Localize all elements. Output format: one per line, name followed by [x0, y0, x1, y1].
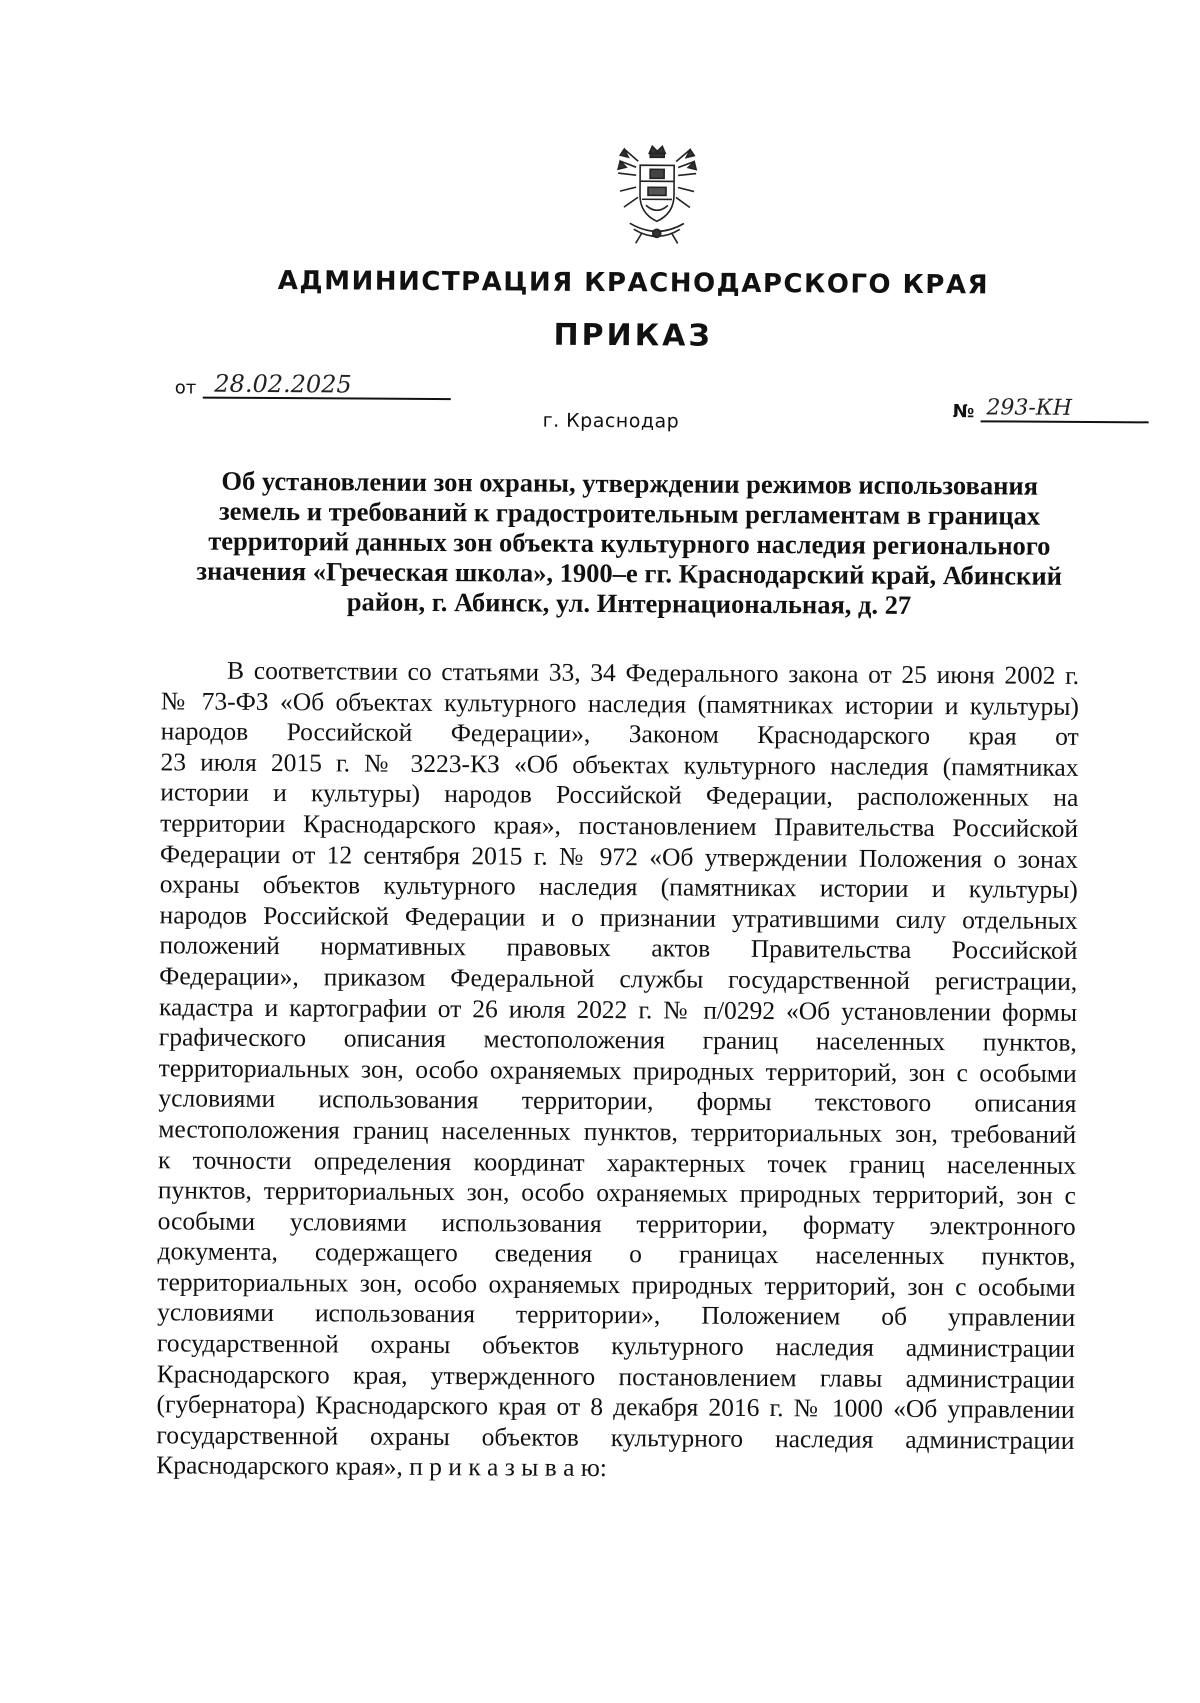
body-line: условиями использования территории, формы текстового описания — [158, 1083, 1077, 1119]
city-label: г. Краснодар — [542, 409, 680, 433]
organization-name: АДМИНИСТРАЦИЯ КРАСНОДАРСКОГО КРАЯ — [277, 266, 990, 301]
body-line: Федерации», приказом Федеральной службы государственной регистрации, — [159, 961, 1078, 996]
body-line: графического описания местоположения границ населенных пунктов, — [158, 1022, 1077, 1058]
body-line: Краснодарского края, утвержденного постановлением главы администрации — [156, 1358, 1075, 1394]
date-field — [175, 370, 451, 400]
title-line: территорий данных зон объекта культурного наследия регионального — [208, 525, 1051, 561]
title-line: Об установлении зон охраны, утверждении режимов использования — [221, 465, 1039, 501]
body-line: Краснодарского края», п р и к а з ы в а ю: — [156, 1450, 608, 1483]
body-line: территориальных зон, особо охраняемых природных территорий, зон с особыми — [158, 1053, 1077, 1088]
coat-of-arms-icon — [616, 143, 699, 247]
body-line: территории Краснодарского края», постановлением Правительства Российской — [160, 808, 1079, 843]
body-line: (губернатора) Краснодарского края от 8 декабря 2016 г. № 1000 «Об управлении — [156, 1389, 1075, 1425]
document-title — [176, 465, 1082, 621]
document-type: ПРИКАЗ — [553, 317, 713, 354]
body-line: государственной охраны объектов культурного наследия администрации — [156, 1328, 1076, 1363]
body-line: пунктов, территориальных зон, особо охраняемых природных территорий, зон с — [157, 1175, 1076, 1211]
body-line: положений нормативных правовых актов Правительства Российской — [159, 930, 1078, 966]
number-prefix: № — [952, 401, 975, 423]
body-line: государственной охраны объектов культурного наследия администрации — [156, 1420, 1075, 1455]
title-line: значения «Греческая школа», 1900–е гг. Краснодарский край, Абинский — [196, 555, 1063, 591]
body-line: № 73-ФЗ «Об объектах культурного наследия (памятниках истории и культуры) — [160, 685, 1079, 721]
preamble-paragraph — [156, 655, 1079, 1487]
body-line: истории и культуры) народов Российской Федерации, расположенных на — [160, 777, 1079, 813]
body-line: территориальных зон, особо охраняемых природных территорий, зон с особыми — [157, 1267, 1076, 1302]
body-line: Федерации от 12 сентября 2015 г. № 972 «Об утверждении Положения о зонах — [159, 838, 1079, 874]
body-line: В соответствии со статьями 33, 34 Федерального закона от 25 июня 2002 г. — [227, 655, 1080, 690]
title-line: район, г. Абинск, ул. Интернациональная, д. 27 — [346, 586, 912, 620]
body-line: охраны объектов культурного наследия (памятниках истории и культуры) — [159, 869, 1078, 905]
body-line: кадастра и картографии от 26 июля 2022 г. № п/0292 «Об установлении формы — [158, 991, 1078, 1027]
body-line: народов Российской Федерации», Законом Краснодарского края от — [160, 716, 1079, 752]
date-prefix: от — [174, 377, 197, 399]
body-line: местоположения границ населенных пунктов, территориальных зон, требований — [158, 1114, 1077, 1149]
body-line: народов Российской Федерации и о признании утратившими силу отдельных — [159, 900, 1078, 935]
body-line: к точности определения координат характерных точек границ населенных — [158, 1144, 1077, 1180]
title-line: земель и требований к градостроительным регламентам в границах — [218, 495, 1041, 531]
body-line: документа, содержащего сведения о границах населенных пунктов, — [157, 1236, 1076, 1272]
number-value: 293-КН — [980, 396, 1148, 423]
date-value: 28.02.2025 — [202, 371, 450, 401]
body-line: особыми условиями использования территории, формату электронного — [157, 1205, 1076, 1241]
body-line: 23 июля 2015 г. № 3223-КЗ «Об объектах культурного наследия (памятниках — [160, 747, 1079, 782]
number-field — [953, 396, 1149, 423]
body-line: условиями использования территории», Положением об управлении — [157, 1297, 1076, 1333]
